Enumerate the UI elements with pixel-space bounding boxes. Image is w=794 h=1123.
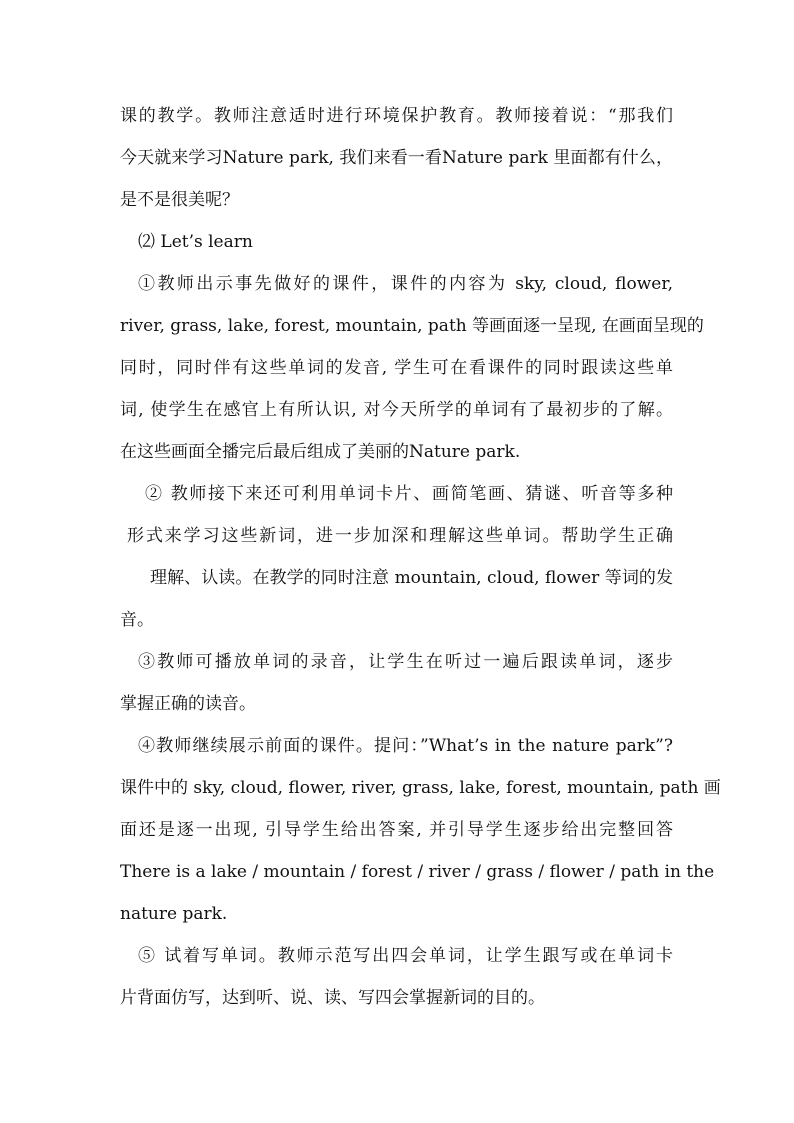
text-line: 音。 xyxy=(120,610,154,630)
text-line: 片背面仿写，达到听、说、读、写四会掌握新词的目的。 xyxy=(120,988,545,1008)
text-line: ⑤ 试着写单词。教师示范写出四会单词，让学生跟写或在单词卡 xyxy=(138,946,673,966)
text-line: 今天就来学习Nature park, 我们来看一看Nature park 里面都有什么， xyxy=(120,148,673,168)
text-line: ③教师可播放单词的录音，让学生在听过一遍后跟读单词，逐步 xyxy=(138,652,673,672)
text-line: There is a lake / mountain / forest / river / grass / flower / path in the xyxy=(120,862,715,882)
text-line: 形式来学习这些新词，进一步加深和理解这些单词。帮助学生正确 xyxy=(127,526,673,546)
text-line: 同时，同时伴有这些单词的发音, 学生可在看课件的同时跟读这些单 xyxy=(120,358,673,378)
text-line: 是不是很美呢？ xyxy=(120,190,239,210)
text-line: 课的教学。教师注意适时进行环境保护教育。教师接着说：“那我们 xyxy=(120,106,673,126)
text-line: 掌握正确的读音。 xyxy=(120,694,256,714)
text-line: 理解、认读。在教学的同时注意 mountain, cloud, flower 等词的发 xyxy=(150,568,673,588)
text-line: river, grass, lake, forest, mountain, path 等画面逐一呈现, 在画面呈现的 xyxy=(120,316,704,336)
text-line: ② 教师接下来还可利用单词卡片、画简笔画、猜谜、听音等多种 xyxy=(145,484,673,504)
section-heading: ⑵ Let’s learn xyxy=(138,232,253,252)
text-line: ④教师继续展示前面的课件。提问：”What’s in the nature park”? xyxy=(138,736,673,756)
text-line: 在这些画面全播完后最后组成了美丽的Nature park. xyxy=(120,442,521,462)
text-line: 词, 使学生在感官上有所认识, 对今天所学的单词有了最初步的了解。 xyxy=(120,400,673,420)
text-line: nature park. xyxy=(120,904,228,924)
text-line: ①教师出示事先做好的课件，课件的内容为 sky, cloud, flower, xyxy=(138,274,673,294)
text-line: 课件中的 sky, cloud, flower, river, grass, lake, forest, mountain, path 画 xyxy=(120,778,721,798)
text-line: 面还是逐一出现, 引导学生给出答案, 并引导学生逐步给出完整回答 xyxy=(120,820,673,840)
